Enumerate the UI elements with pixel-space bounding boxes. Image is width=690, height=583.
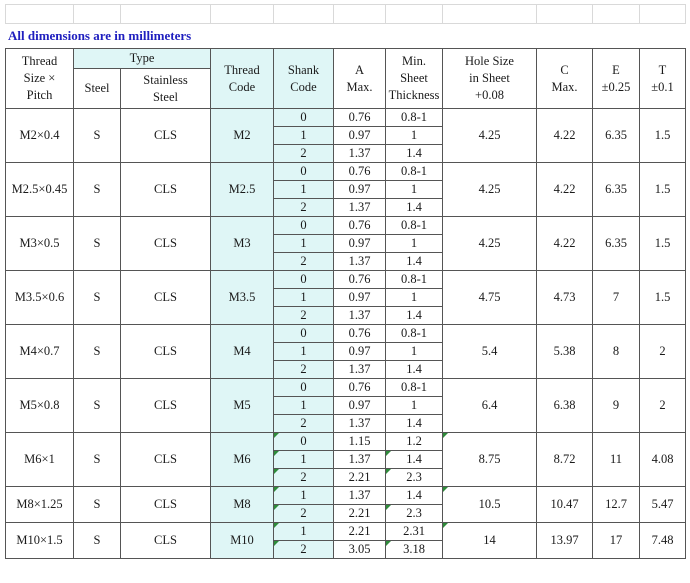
cell-a-max[interactable]: 1.37 — [334, 307, 386, 325]
cell-steel[interactable]: S — [74, 523, 121, 559]
cell-hole-size[interactable]: 4.25 — [443, 109, 537, 163]
cell-hole-size[interactable]: 4.25 — [443, 217, 537, 271]
header-e: E ±0.25 — [593, 49, 640, 109]
cell-t[interactable]: 1.5 — [640, 271, 686, 325]
cell-thread-size[interactable]: M2.5×0.45 — [6, 163, 74, 217]
cell-t[interactable]: 1.5 — [640, 217, 686, 271]
cell-a-max[interactable]: 0.76 — [334, 163, 386, 181]
cell-shank-code[interactable]: 0 — [274, 433, 334, 451]
cell-shank-code[interactable]: 1 — [274, 127, 334, 145]
cell-e[interactable]: 17 — [593, 523, 640, 559]
cell-thread-code[interactable]: M3.5 — [211, 271, 274, 325]
cell-min-sheet[interactable]: 2.3 — [386, 469, 443, 487]
table-row — [6, 271, 686, 289]
cell-stainless[interactable]: CLS — [121, 487, 211, 523]
cell-a-max[interactable]: 2.21 — [334, 469, 386, 487]
cell-min-sheet[interactable]: 2.3 — [386, 505, 443, 523]
cell-min-sheet[interactable]: 1 — [386, 181, 443, 199]
cell-thread-size[interactable]: M6×1 — [6, 433, 74, 487]
header-shank-code: Shank Code — [274, 49, 334, 109]
cell-steel[interactable]: S — [74, 433, 121, 487]
cell-c-max[interactable]: 6.38 — [537, 379, 593, 433]
cell-a-max[interactable]: 0.76 — [334, 379, 386, 397]
cell-stainless[interactable]: CLS — [121, 271, 211, 325]
cell-min-sheet[interactable]: 1.4 — [386, 307, 443, 325]
cell-thread-code[interactable]: M6 — [211, 433, 274, 487]
table-body — [6, 109, 686, 559]
cell-min-sheet[interactable]: 0.8-1 — [386, 109, 443, 127]
cell-thread-code[interactable]: M2.5 — [211, 163, 274, 217]
cell-shank-code[interactable]: 1 — [274, 343, 334, 361]
cell-a-max[interactable]: 0.76 — [334, 217, 386, 235]
cell-shank-code[interactable]: 1 — [274, 181, 334, 199]
cell-thread-size[interactable]: M8×1.25 — [6, 487, 74, 523]
cell-a-max[interactable]: 1.37 — [334, 487, 386, 505]
cell-min-sheet[interactable]: 0.8-1 — [386, 325, 443, 343]
cell-min-sheet[interactable]: 1 — [386, 397, 443, 415]
cell-a-max[interactable]: 0.76 — [334, 271, 386, 289]
grid-cell[interactable] — [274, 5, 334, 24]
cell-shank-code[interactable]: 0 — [274, 325, 334, 343]
cell-min-sheet[interactable]: 1.4 — [386, 253, 443, 271]
cell-min-sheet[interactable]: 1 — [386, 235, 443, 253]
cell-e[interactable]: 12.7 — [593, 487, 640, 523]
cell-hole-size[interactable]: 6.4 — [443, 379, 537, 433]
cell-a-max[interactable]: 2.21 — [334, 505, 386, 523]
cell-a-max[interactable]: 3.05 — [334, 541, 386, 559]
cell-hole-size[interactable]: 4.25 — [443, 163, 537, 217]
cell-shank-code[interactable]: 0 — [274, 379, 334, 397]
header-stainless: Stainless Steel — [121, 69, 211, 109]
cell-a-max[interactable]: 0.97 — [334, 235, 386, 253]
cell-a-max[interactable]: 1.37 — [334, 415, 386, 433]
cell-c-max[interactable]: 8.72 — [537, 433, 593, 487]
cell-a-max[interactable]: 2.21 — [334, 523, 386, 541]
cell-thread-code[interactable]: M3 — [211, 217, 274, 271]
cell-t[interactable]: 4.08 — [640, 433, 686, 487]
grid-cell[interactable] — [443, 5, 537, 24]
cell-steel[interactable]: S — [74, 325, 121, 379]
header-thread-code: Thread Code — [211, 49, 274, 109]
grid-cell[interactable] — [386, 5, 443, 24]
cell-thread-code[interactable]: M8 — [211, 487, 274, 523]
cell-stainless[interactable]: CLS — [121, 163, 211, 217]
cell-c-max[interactable]: 4.22 — [537, 163, 593, 217]
table-row — [6, 109, 686, 127]
grid-cell[interactable] — [6, 5, 74, 24]
cell-a-max[interactable]: 0.76 — [334, 109, 386, 127]
table-row — [6, 217, 686, 235]
cell-stainless[interactable]: CLS — [121, 217, 211, 271]
cell-min-sheet[interactable]: 1 — [386, 127, 443, 145]
cell-shank-code[interactable]: 2 — [274, 541, 334, 559]
cell-e[interactable]: 6.35 — [593, 109, 640, 163]
cell-thread-code[interactable]: M10 — [211, 523, 274, 559]
cell-shank-code[interactable]: 2 — [274, 505, 334, 523]
header-t: T ±0.1 — [640, 49, 686, 109]
cell-shank-code[interactable]: 1 — [274, 235, 334, 253]
cell-e[interactable]: 8 — [593, 325, 640, 379]
table-row — [6, 487, 686, 505]
header-c-max: C Max. — [537, 49, 593, 109]
cell-steel[interactable]: S — [74, 271, 121, 325]
cell-thread-code[interactable]: M4 — [211, 325, 274, 379]
cell-shank-code[interactable]: 2 — [274, 307, 334, 325]
cell-a-max[interactable]: 0.97 — [334, 181, 386, 199]
cell-c-max[interactable]: 4.73 — [537, 271, 593, 325]
cell-e[interactable]: 11 — [593, 433, 640, 487]
cell-e[interactable]: 9 — [593, 379, 640, 433]
cell-min-sheet[interactable]: 3.18 — [386, 541, 443, 559]
header-min-sheet: Min. Sheet Thickness — [386, 49, 443, 109]
cell-shank-code[interactable]: 1 — [274, 289, 334, 307]
cell-min-sheet[interactable]: 0.8-1 — [386, 379, 443, 397]
cell-thread-code[interactable]: M2 — [211, 109, 274, 163]
units-note: All dimensions are in millimeters — [8, 28, 192, 43]
dimensions-table — [5, 48, 686, 559]
table-row — [6, 433, 686, 451]
cell-a-max[interactable]: 0.97 — [334, 289, 386, 307]
cell-a-max[interactable]: 0.76 — [334, 325, 386, 343]
cell-hole-size[interactable]: 14 — [443, 523, 537, 559]
cell-steel[interactable]: S — [74, 217, 121, 271]
table-row — [6, 379, 686, 397]
cell-t[interactable]: 1.5 — [640, 109, 686, 163]
cell-thread-size[interactable]: M2×0.4 — [6, 109, 74, 163]
cell-stainless[interactable]: CLS — [121, 433, 211, 487]
cell-a-max[interactable]: 0.97 — [334, 397, 386, 415]
cell-shank-code[interactable]: 1 — [274, 397, 334, 415]
cell-shank-code[interactable]: 2 — [274, 253, 334, 271]
cell-shank-code[interactable]: 2 — [274, 469, 334, 487]
grid-cell[interactable] — [334, 5, 386, 24]
cell-t[interactable]: 1.5 — [640, 163, 686, 217]
cell-min-sheet[interactable]: 1.4 — [386, 487, 443, 505]
empty-grid-row — [5, 4, 686, 24]
cell-min-sheet[interactable]: 1 — [386, 289, 443, 307]
cell-min-sheet[interactable]: 2.31 — [386, 523, 443, 541]
cell-min-sheet[interactable]: 0.8-1 — [386, 217, 443, 235]
cell-steel[interactable]: S — [74, 163, 121, 217]
cell-shank-code[interactable]: 0 — [274, 217, 334, 235]
cell-shank-code[interactable]: 0 — [274, 163, 334, 181]
header-thread-size: Thread Size × Pitch — [6, 49, 74, 109]
cell-t[interactable]: 2 — [640, 379, 686, 433]
cell-t[interactable]: 5.47 — [640, 487, 686, 523]
cell-a-max[interactable]: 1.37 — [334, 253, 386, 271]
cell-c-max[interactable]: 4.22 — [537, 109, 593, 163]
cell-hole-size[interactable]: 10.5 — [443, 487, 537, 523]
cell-shank-code[interactable]: 0 — [274, 109, 334, 127]
grid-cell[interactable] — [121, 5, 211, 24]
cell-min-sheet[interactable]: 0.8-1 — [386, 271, 443, 289]
cell-steel[interactable]: S — [74, 487, 121, 523]
cell-thread-size[interactable]: M3.5×0.6 — [6, 271, 74, 325]
cell-a-max[interactable]: 0.97 — [334, 343, 386, 361]
header-hole-size: Hole Size in Sheet +0.08 — [443, 49, 537, 109]
cell-shank-code[interactable]: 1 — [274, 523, 334, 541]
cell-shank-code[interactable]: 2 — [274, 199, 334, 217]
cell-c-max[interactable]: 10.47 — [537, 487, 593, 523]
cell-a-max[interactable]: 1.37 — [334, 361, 386, 379]
grid-cell[interactable] — [593, 5, 640, 24]
cell-steel[interactable]: S — [74, 109, 121, 163]
cell-a-max[interactable]: 1.37 — [334, 451, 386, 469]
cell-t[interactable]: 7.48 — [640, 523, 686, 559]
cell-c-max[interactable]: 13.97 — [537, 523, 593, 559]
grid-cell[interactable] — [640, 5, 686, 24]
cell-c-max[interactable]: 5.38 — [537, 325, 593, 379]
cell-min-sheet[interactable]: 1.2 — [386, 433, 443, 451]
cell-t[interactable]: 2 — [640, 325, 686, 379]
cell-shank-code[interactable]: 2 — [274, 415, 334, 433]
table-row — [6, 325, 686, 343]
cell-a-max[interactable]: 1.37 — [334, 199, 386, 217]
cell-steel[interactable]: S — [74, 379, 121, 433]
header-type: Type — [74, 49, 211, 69]
cell-stainless[interactable]: CLS — [121, 379, 211, 433]
cell-min-sheet[interactable]: 1.4 — [386, 361, 443, 379]
cell-shank-code[interactable]: 1 — [274, 451, 334, 469]
cell-hole-size[interactable]: 8.75 — [443, 433, 537, 487]
cell-hole-size[interactable]: 4.75 — [443, 271, 537, 325]
grid-cell[interactable] — [537, 5, 593, 24]
table-row — [6, 523, 686, 541]
cell-min-sheet[interactable]: 1.4 — [386, 199, 443, 217]
cell-stainless[interactable]: CLS — [121, 109, 211, 163]
cell-e[interactable]: 6.35 — [593, 217, 640, 271]
cell-min-sheet[interactable]: 1.4 — [386, 145, 443, 163]
grid-cell[interactable] — [211, 5, 274, 24]
cell-a-max[interactable]: 1.15 — [334, 433, 386, 451]
cell-shank-code[interactable]: 2 — [274, 145, 334, 163]
cell-min-sheet[interactable]: 1 — [386, 343, 443, 361]
cell-thread-size[interactable]: M5×0.8 — [6, 379, 74, 433]
cell-min-sheet[interactable]: 1.4 — [386, 451, 443, 469]
cell-stainless[interactable]: CLS — [121, 523, 211, 559]
cell-min-sheet[interactable]: 1.4 — [386, 415, 443, 433]
header-a-max: A Max. — [334, 49, 386, 109]
cell-hole-size[interactable]: 5.4 — [443, 325, 537, 379]
cell-thread-code[interactable]: M5 — [211, 379, 274, 433]
table-row — [6, 163, 686, 181]
cell-thread-size[interactable]: M4×0.7 — [6, 325, 74, 379]
cell-a-max[interactable]: 1.37 — [334, 145, 386, 163]
cell-min-sheet[interactable]: 0.8-1 — [386, 163, 443, 181]
grid-cell[interactable] — [74, 5, 121, 24]
cell-stainless[interactable]: CLS — [121, 325, 211, 379]
cell-thread-size[interactable]: M3×0.5 — [6, 217, 74, 271]
cell-e[interactable]: 7 — [593, 271, 640, 325]
cell-thread-size[interactable]: M10×1.5 — [6, 523, 74, 559]
cell-shank-code[interactable]: 0 — [274, 271, 334, 289]
cell-e[interactable]: 6.35 — [593, 163, 640, 217]
cell-shank-code[interactable]: 2 — [274, 361, 334, 379]
cell-shank-code[interactable]: 1 — [274, 487, 334, 505]
cell-a-max[interactable]: 0.97 — [334, 127, 386, 145]
header-steel: Steel — [74, 69, 121, 109]
cell-c-max[interactable]: 4.22 — [537, 217, 593, 271]
